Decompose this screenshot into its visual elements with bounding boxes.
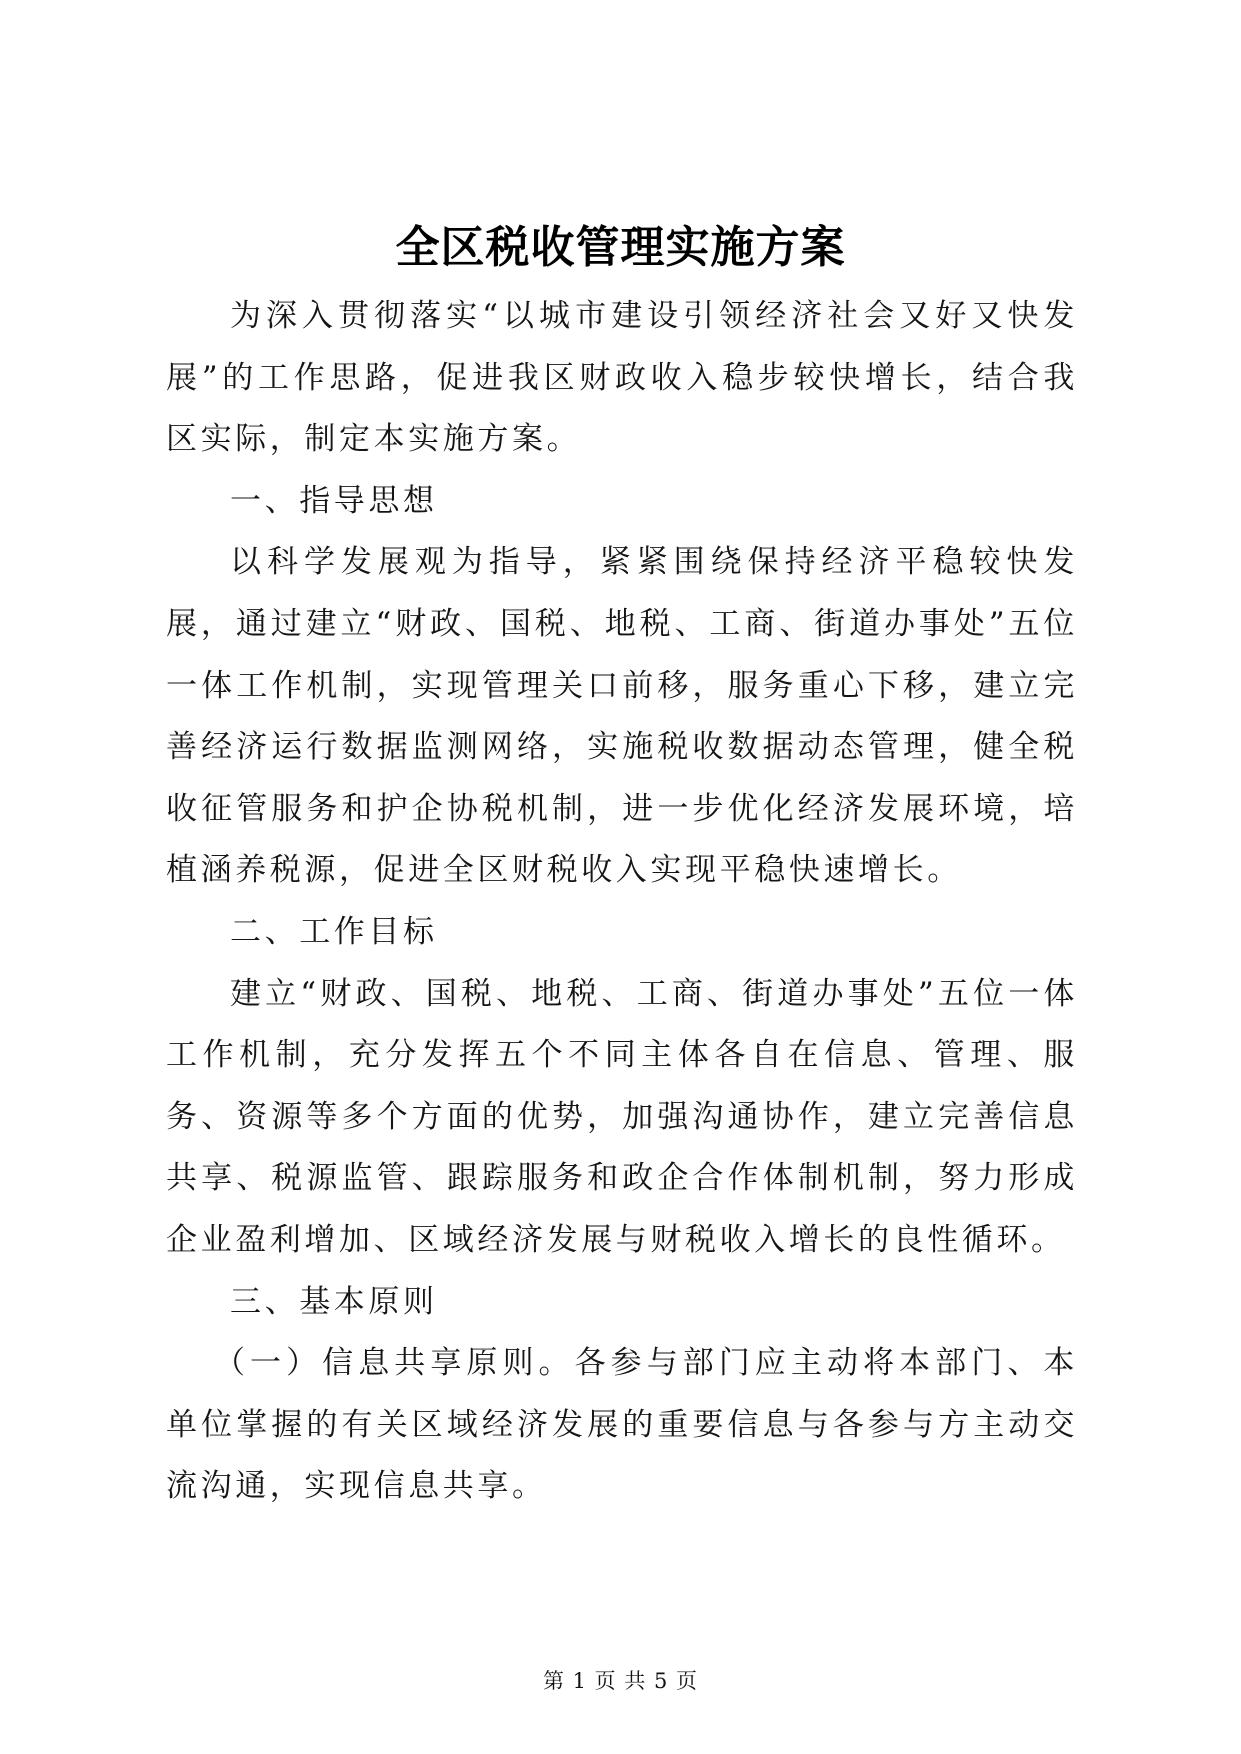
- section-heading-guiding-thought: 一、指导思想: [230, 482, 438, 519]
- paragraph-info-sharing-principle: （一）信息共享原则。各参与部门应主动将本部门、本单位掌握的有关区域经济发展的重要信息与各参与方主动交流沟通，实现信息共享。: [166, 1345, 1078, 1505]
- paragraph-guiding-thought: 以科学发展观为指导，紧紧围绕保持经济平稳较快发展，通过建立“财政、国税、地税、工商、街道办事处”五位一体工作机制，实现管理关口前移，服务重心下移，建立完善经济运行数据监测网络，实施税收数据动态管理，健全税收征管服务和护企协税机制，进一步优化经济发展环境，培植涵养税源，促进全区财税收入实现平稳快速增长。: [166, 544, 1078, 889]
- section-heading-basic-principles: 三、基本原则: [230, 1283, 438, 1320]
- section-heading-work-goals: 二、工作目标: [230, 913, 438, 950]
- paragraph-intro: 为深入贯彻落实“以城市建设引领经济社会又好又快发展”的工作思路，促进我区财政收入稳步较快增长，结合我区实际，制定本实施方案。: [166, 298, 1078, 458]
- page-number-footer: 第 1 页 共 5 页: [542, 1669, 699, 1693]
- paragraph-work-goals: 建立“财政、国税、地税、工商、街道办事处”五位一体工作机制，充分发挥五个不同主体各自在信息、管理、服务、资源等多个方面的优势，加强沟通协作，建立完善信息共享、税源监管、跟踪服务和政企合作体制机制，努力形成企业盈利增加、区域经济发展与财税收入增长的良性循环。: [166, 975, 1078, 1258]
- document-title: 全区税收管理实施方案: [395, 222, 846, 273]
- document-body: [166, 286, 1078, 1518]
